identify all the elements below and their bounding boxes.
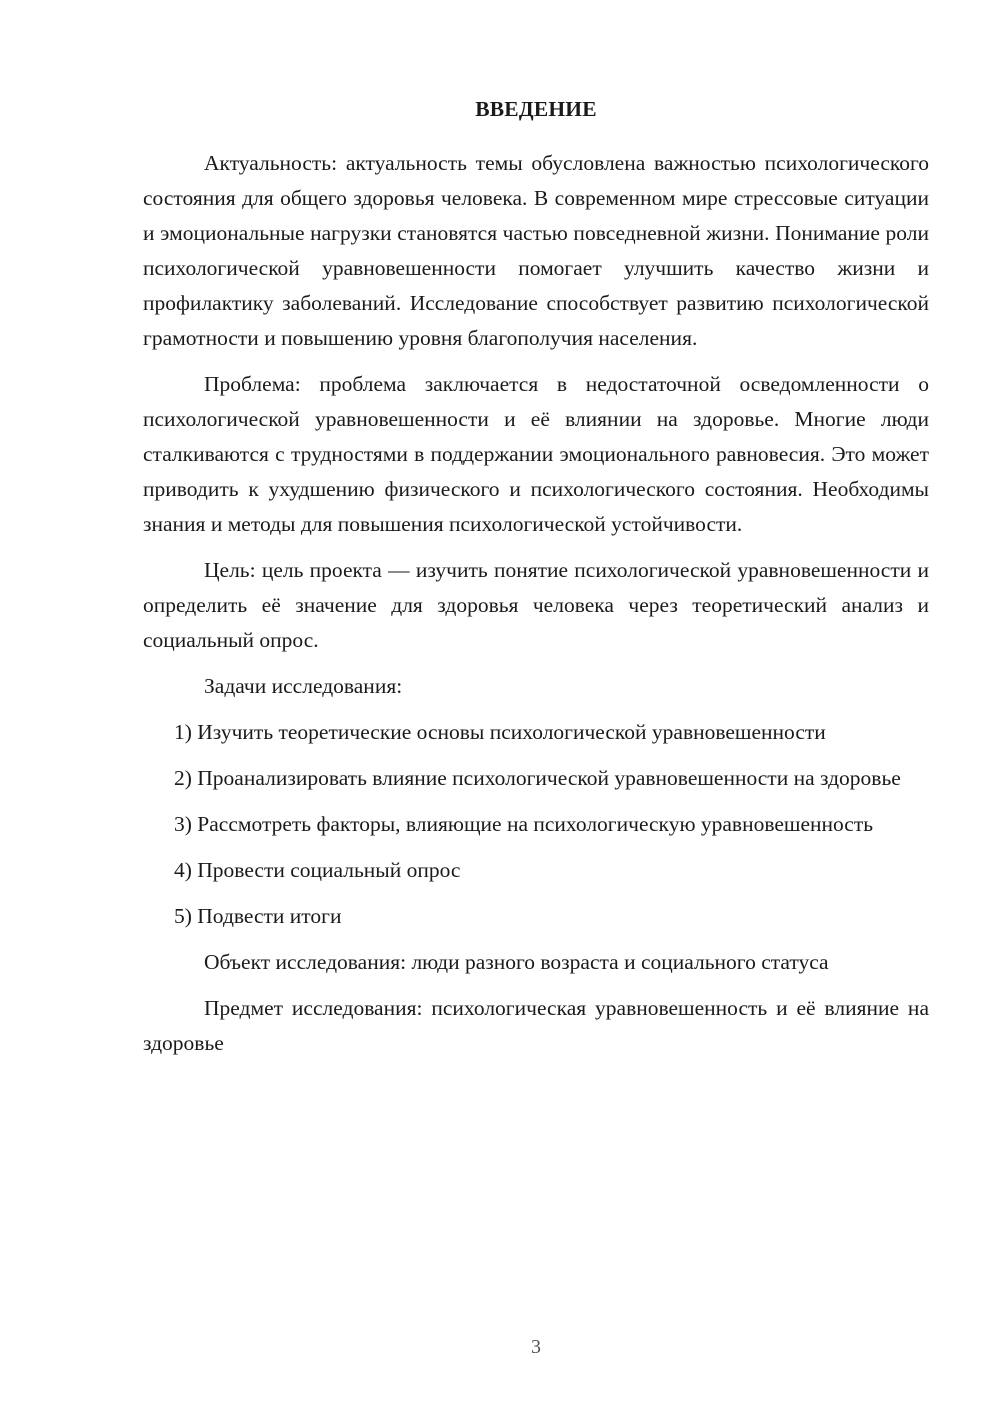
task-item-4: 4) Провести социальный опрос [174,858,461,882]
task-item-3: 3) Рассмотреть факторы, влияющие на психологическую уравновешенность [174,812,874,836]
paragraph-object: Объект исследования: люди разного возраста и социального статуса [204,950,829,974]
task-item-1: 1) Изучить теоретические основы психологической уравновешенности [174,720,826,744]
task-item-2: 2) Проанализировать влияние психологической уравновешенности на здоровье [174,766,901,790]
document-body [143,92,929,1072]
paragraph-problem: Проблема: проблема заключается в недостаточной осведомленности о психологической уравновешенности и её влиянии на здоровье. Многие люди сталкиваются с трудностями в поддержании эмоционального равновесия. Это может приводить к ухудшению физического и психологического состояния. Необходимы знания и методы для повышения психологической устойчивости. [143,372,929,536]
task-item-5: 5) Подвести итоги [174,904,342,928]
paragraph-subject: Предмет исследования: психологическая уравновешенность и её влияние на здоровье [143,996,929,1055]
paragraph-relevance: Актуальность: актуальность темы обусловлена важностью психологического состояния для общего здоровья человека. В современном мире стрессовые ситуации и эмоциональные нагрузки становятся частью повседневной жизни. Понимание роли психологической уравновешенности помогает улучшить качество жизни и профилактику заболеваний. Исследование способствует развитию психологической грамотности и повышению уровня благополучия населения. [143,151,929,350]
page-number: 3 [531,1336,541,1358]
paragraph-tasks-heading: Задачи исследования: [204,674,403,698]
paragraph-goal: Цель: цель проекта — изучить понятие психологической уравновешенности и определить её значение для здоровья человека через теоретический анализ и социальный опрос. [143,558,929,652]
section-title: ВВЕДЕНИЕ [475,97,597,121]
